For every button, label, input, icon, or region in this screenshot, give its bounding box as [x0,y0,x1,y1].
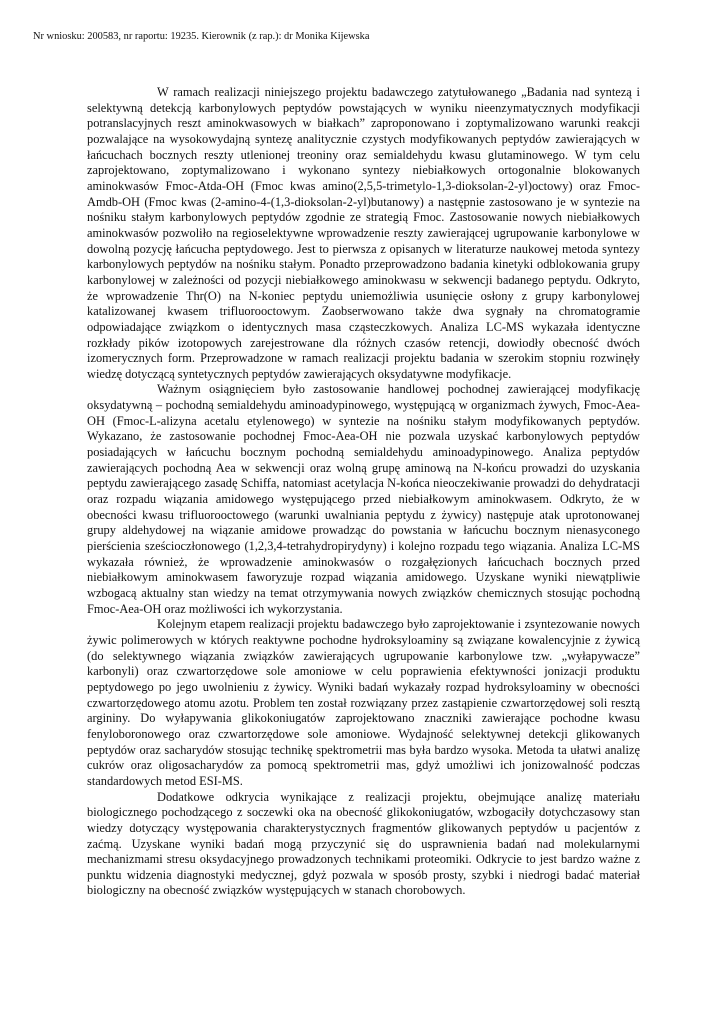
report-header: Nr wniosku: 200583, nr raportu: 19235. Kierownik (z rap.): dr Monika Kijewska [33,31,370,42]
paragraph-1: W ramach realizacji niniejszego projektu badawczego zatytułowanego „Badania nad syntezą i selektywną detekcją karbonylowych peptydów powstających w wyniku nieenzymatycznych modyfikacji potranslacyjnych reszt aminokwasowych w białkach” zaproponowano i zoptymalizowano warunki reakcji pozwalające na wysokowydajną syntezę analitycznie czystych modyfikowanych peptydów zawierających w łańcuchach bocznych reszty utlenionej treoniny oraz semialdehydu kwasu glutaminowego. W tym celu zaprojektowano, zoptymalizowano i wykonano syntezy niebiałkowych ortogonalnie blokowanych aminokwasów Fmoc-Atda-OH (Fmoc kwas amino(2,5,5-trimetylo-1,3-dioksolan-2-yl)octowy) oraz Fmoc-Amdb-OH (Fmoc kwas (2-amino-4-(1,3-dioksolan-2-yl)butanowy) a następnie zastosowano je w syntezie na nośniku stałym karbonylowych peptydów zgodnie ze strategią Fmoc. Zastosowanie nowych niebiałkowych aminokwasów pozwoliło na regioselektywne wprowadzenie reszty zawierającej ugrupowanie karbonylowe w dowolną pozycję łańcucha peptydowego. Jest to pierwsza z opisanych w literaturze naukowej metoda syntezy karbonylowych peptydów na nośniku stałym. Ponadto przeprowadzono badania kinetyki odblokowania grupy karbonylowej w zależności od pozycji niebiałkowego aminokwasu w sekwencji badanego peptydu. Odkryto, że wprowadzenie Thr(O) na N-koniec peptydu uniemożliwia usunięcie osłony z grupy karbonylowej katalizowanej kwasem trifluorooctowym. Zaobserwowano także dwa sygnały na chromatogramie odpowiadające związkom o identycznych masa cząsteczkowych. Analiza LC-MS wykazała identyczne rozkłady pików izotopowych zarejestrowane dla różnych czasów retencji, dowiodły obecność dwóch izomerycznych form. Przeprowadzone w ramach realizacji projektu badania w szerokim stopniu rozwinęły wiedzę dotyczącą syntetycznych peptydów zawierających oksydatywne modyfikacje. [87,85,640,381]
report-body [87,85,640,899]
paragraph-2: Ważnym osiągnięciem było zastosowanie handlowej pochodnej zawierającej modyfikację oksydatywną – pochodną semialdehydu aminoadypinowego, występującą w organizmach żywych, Fmoc-Aea-OH (Fmoc-L-alizyna acetalu etylenowego) w syntezie na nośniku stałym modyfikowanych peptydów. Wykazano, że zastosowanie pochodnej Fmoc-Aea-OH nie pozwala uzyskać karbonylowych peptydów posiadających w łańcuchu bocznym pochodną semialdehydu aminoadypinowego. Analiza peptydów zawierających pochodną Aea w sekwencji oraz wolną grupę aminową na N-końcu prowadzi do uzyskania peptydu zawierającego zasadę Schiffa, natomiast acetylacja N-końca nieoczekiwanie prowadzi do dehydratacji oraz rozpadu wiązania amidowego występującego przed niebiałkowym aminokwasem. Odkryto, że w obecności kwasu trifluorooctowego (warunki uwalniania peptydu z żywicy) następuje atak uprotonowanej grupy aldehydowej na wiązanie amidowe prowadząc do powstania w łańcuchu bocznym nienasyconego pierścienia sześcioczłonowego (1,2,3,4-tetrahydropirydyny) i kolejno rozpadu tego wiązania. Analiza LC-MS wykazała również, że wprowadzenie aminokwasów o rozgałęzionych łańcuchach bocznych przed niebiałkowym aminokwasem faworyzuje rozpad wiązania amidowego. Uzyskane wyniki niewątpliwie wzbogacą aktualny stan wiedzy na temat otrzymywania nowych związków chemicznych stosując pochodną Fmoc-Aea-OH oraz możliwości ich wykorzystania. [87,382,640,616]
paragraph-4: Dodatkowe odkrycia wynikające z realizacji projektu, obejmujące analizę materiału biologicznego pochodzącego z soczewki oka na obecność glikokoniugatów, wzbogaciły dotychczasowy stan wiedzy dotyczący występowania charakterystycznych fragmentów glikowanych peptydów u pacjentów z zaćmą. Uzyskane wyniki badań mogą przyczynić się do usprawnienia badań nad molekularnymi mechanizmami stresu oksydacyjnego prowadzonych technikami proteomiki. Odkrycie to jest bardzo ważne z punktu widzenia diagnostyki medycznej, gdyż pozwala w sposób prosty, szybki i niedrogi badać materiał biologiczny na obecność związków występujących w stanach chorobowych. [87,789,640,898]
paragraph-3: Kolejnym etapem realizacji projektu badawczego było zaprojektowanie i zsyntezowanie nowych żywic polimerowych w których reaktywne pochodne hydroksyloaminy są związane kowalencyjnie z żywicą (do selektywnego wiązania związków zawierających ugrupowanie karbonylowe tzw. „wyłapywacze” karbonyli) oraz czwartorzędowe sole amoniowe w celu poprawienia efektywności jonizacji produktu peptydowego po jego uwolnieniu z żywicy. Wyniki badań wykazały rozpad hydroksyloaminy w obecności czwartorzędowego atomu azotu. Problem ten został rozwiązany przez zastąpienie czwartorzędowej soli resztą argininy. Do wyłapywania glikokoniugatów zaprojektowano znaczniki zawierające pochodne kwasu fenyloboronowego oraz czwartorzędowe sole amoniowe. Wydajność selektywnej detekcji glikowanych peptydów oraz sacharydów stosując technikę spektrometrii mas była bardzo wysoka. Metoda ta ułatwi analizę cukrów oraz oligosacharydów za pomocą spektrometrii mas, gdyż umożliwi ich jonizowalność podczas standardowych metod ESI-MS. [87,617,640,788]
